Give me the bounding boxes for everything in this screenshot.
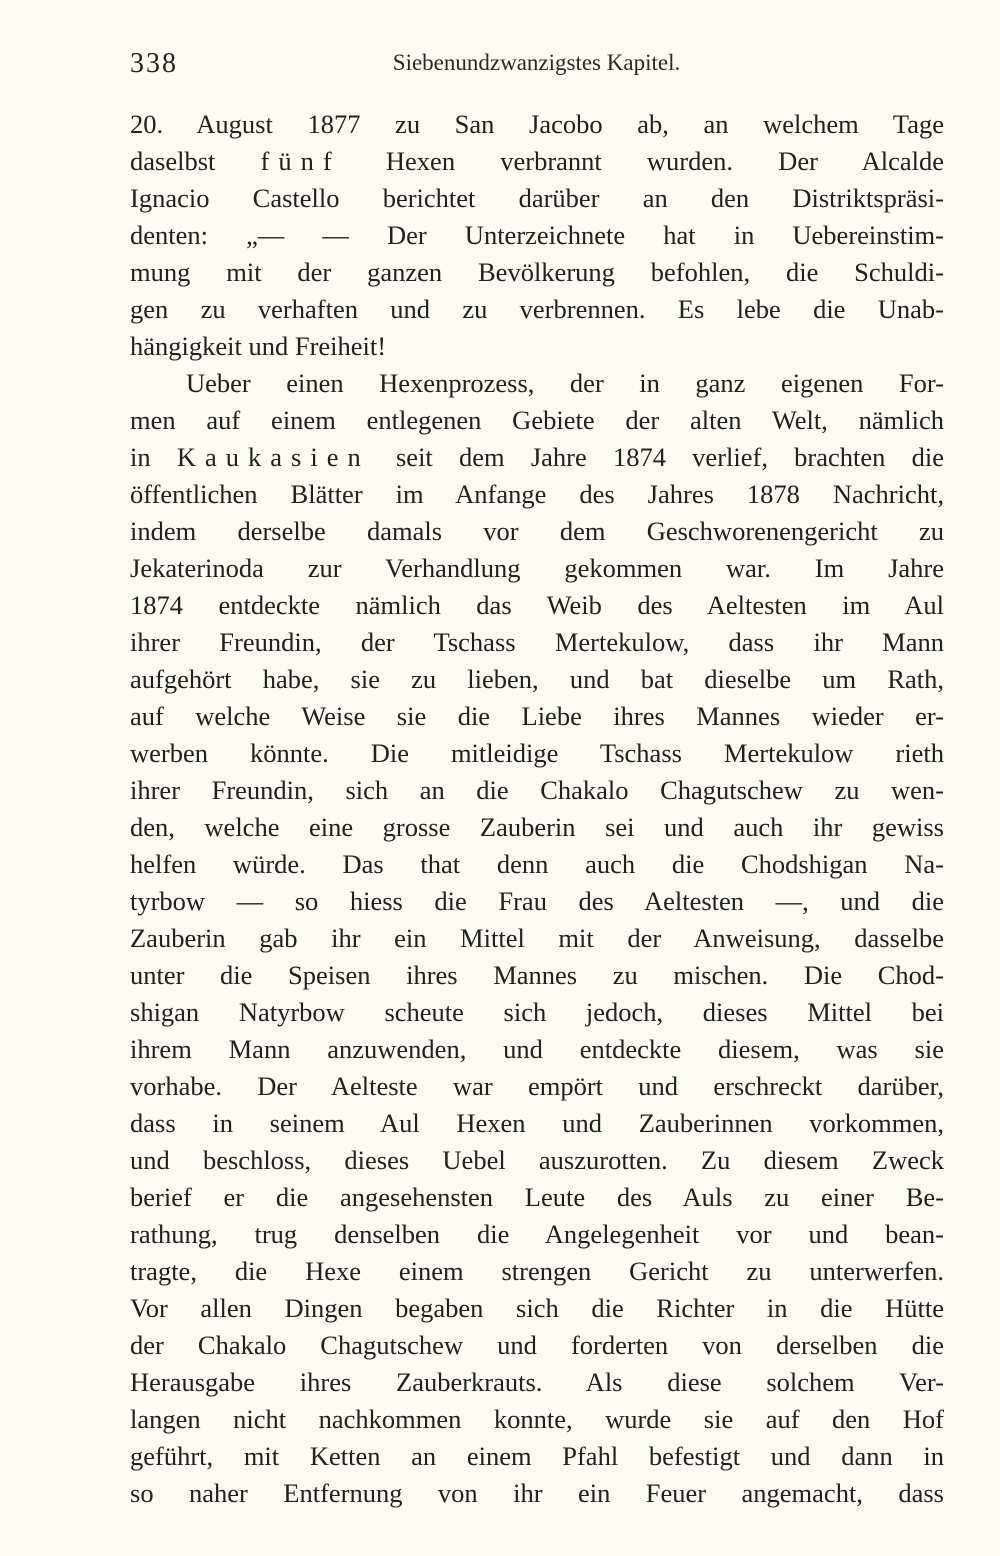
text-line: geführt, mit Ketten an einem Pfahl befestigt und dann in — [130, 1441, 944, 1471]
text-line — [130, 143, 944, 180]
text-line: werben könnte. Die mitleidige Tschass Mertekulow rieth — [130, 738, 944, 768]
text-line: Zauberin gab ihr ein Mittel mit der Anweisung, dasselbe — [130, 923, 944, 953]
text-line: mung mit der ganzen Bevölkerung befohlen, die Schuldi- — [130, 257, 944, 287]
text-line: vorhabe. Der Aelteste war empört und erschreckt darüber, — [130, 1071, 944, 1101]
text-line: hängigkeit und Freiheit! — [130, 331, 387, 361]
page-number: 338 — [130, 48, 178, 79]
chapter-title: Siebenundzwanzigstes Kapitel. — [392, 50, 681, 75]
text-segment: daselbst — [130, 146, 261, 176]
text-segment: in — [130, 442, 177, 472]
emphasized-spaced-text: fünf — [260, 146, 341, 176]
text-line: tragte, die Hexe einem strengen Gericht zu unterwerfen. — [130, 1256, 944, 1286]
text-line: denten: „— — Der Unterzeichnete hat in Uebereinstim- — [130, 220, 944, 250]
text-line: langen nicht nachkommen konnte, wurde sie auf den Hof — [130, 1404, 944, 1434]
text-line: ihrem Mann anzuwenden, und entdeckte diesem, was sie — [130, 1034, 944, 1064]
page-header — [130, 46, 943, 86]
text-line: Ignacio Castello berichtet darüber an den Distriktspräsi- — [130, 183, 944, 213]
text-line: Ueber einen Hexenprozess, der in ganz eigenen For- — [186, 368, 944, 398]
text-segment: seit dem Jahre 1874 verlief, brachten die — [369, 442, 944, 472]
text-line: men auf einem entlegenen Gebiete der alten Welt, nämlich — [130, 405, 944, 435]
text-line: 1874 entdeckte nämlich das Weib des Aeltesten im Aul — [130, 590, 944, 620]
text-line: öffentlichen Blätter im Anfange des Jahres 1878 Nachricht, — [130, 479, 944, 509]
emphasized-spaced-text: Kaukasien — [176, 442, 370, 472]
text-line: indem derselbe damals vor dem Geschworenengericht zu — [130, 516, 944, 546]
text-line: Jekaterinoda zur Verhandlung gekommen war. Im Jahre — [130, 553, 944, 583]
text-line: Herausgabe ihres Zauberkrauts. Als diese solchem Ver- — [130, 1367, 944, 1397]
text-line: tyrbow — so hiess die Frau des Aeltesten —, und die — [130, 886, 944, 916]
text-line: der Chakalo Chagutschew und forderten von derselben die — [130, 1330, 944, 1360]
text-line: helfen würde. Das that denn auch die Chodshigan Na- — [130, 849, 944, 879]
body-text — [130, 106, 944, 1512]
text-line: ihrer Freundin, der Tschass Mertekulow, dass ihr Mann — [130, 627, 944, 657]
text-line: shigan Natyrbow scheute sich jedoch, dieses Mittel bei — [130, 997, 944, 1027]
text-line: 20. August 1877 zu San Jacobo ab, an welchem Tage — [130, 109, 944, 139]
text-line: berief er die angesehensten Leute des Auls zu einer Be- — [130, 1182, 944, 1212]
text-line: den, welche eine grosse Zauberin sei und auch ihr gewiss — [130, 812, 944, 842]
text-line — [130, 439, 944, 476]
text-line: rathung, trug denselben die Angelegenheit vor und bean- — [130, 1219, 944, 1249]
text-line: so naher Entfernung von ihr ein Feuer angemacht, dass — [130, 1478, 944, 1508]
text-line: auf welche Weise sie die Liebe ihres Mannes wieder er- — [130, 701, 944, 731]
text-segment: Hexen verbrannt wurden. Der Alcalde — [340, 146, 945, 176]
text-line: ihrer Freundin, sich an die Chakalo Chagutschew zu wen- — [130, 775, 944, 805]
text-line: unter die Speisen ihres Mannes zu mischen. Die Chod- — [130, 960, 944, 990]
text-line: Vor allen Dingen begaben sich die Richter in die Hütte — [130, 1293, 944, 1323]
text-line: und beschloss, dieses Uebel auszurotten. Zu diesem Zweck — [130, 1145, 944, 1175]
text-line: gen zu verhaften und zu verbrennen. Es lebe die Unab- — [130, 294, 944, 324]
text-line: aufgehört habe, sie zu lieben, und bat dieselbe um Rath, — [130, 664, 944, 694]
text-line: dass in seinem Aul Hexen und Zauberinnen vorkommen, — [130, 1108, 944, 1138]
